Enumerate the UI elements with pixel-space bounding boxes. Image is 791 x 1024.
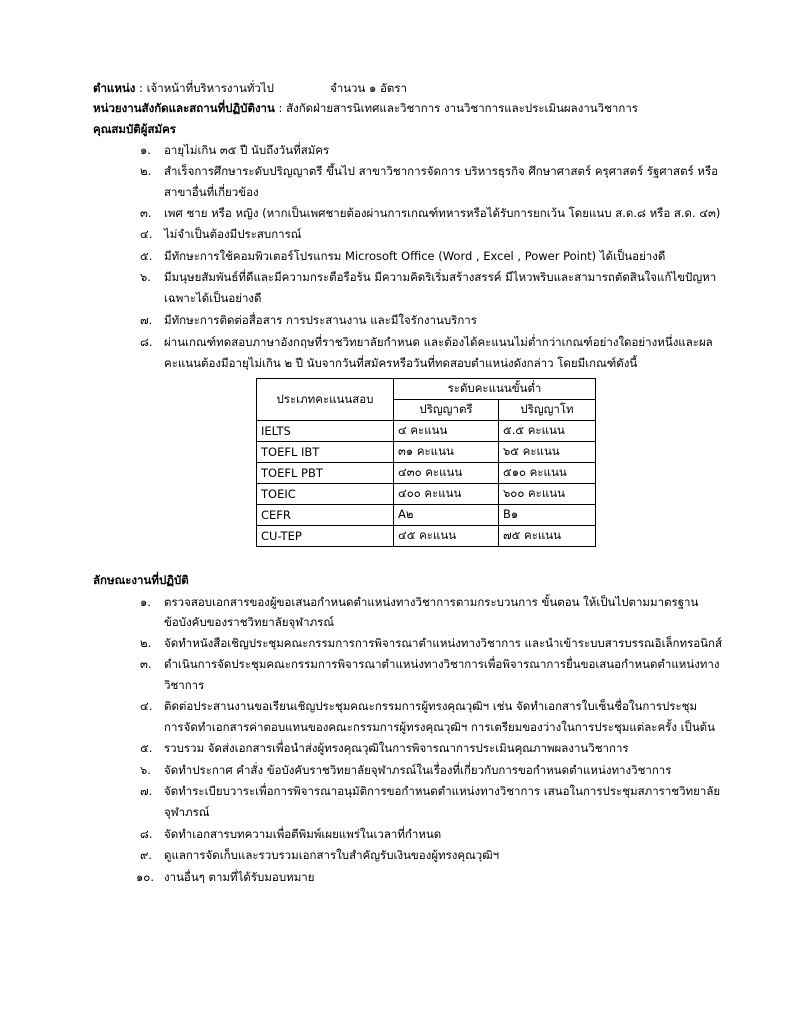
duty-text: ติดต่อประสานงานขอเรียนเชิญประชุมคณะกรรมการผู้ทรงคุณวุฒิฯ เช่น จัดทำเอกสารใบเซ็นชื่อในการประชุม xyxy=(164,699,698,713)
table-row xyxy=(257,463,596,484)
table-row xyxy=(257,526,596,547)
duties-heading: ลักษณะงานที่ปฏิบัติ xyxy=(93,573,189,587)
qual-text: มีมนุษยสัมพันธ์ที่ดีและมีความกระตือรือร้น มีความคิดริเริ่มสร้างสรรค์ มีไหวพริบและสามารถตัดสินใจแก้ไขปัญหา xyxy=(164,270,717,284)
col-bachelor: ปริญญาตรี xyxy=(394,400,499,421)
unit-value: : สังกัดฝ่ายสารนิเทศและวิชาการ งานวิชาการและประเมินผลงานวิชาการ xyxy=(278,101,638,115)
position-value: : เจ้าหน้าที่บริหารงานทั่วไป xyxy=(139,81,274,95)
duty-num: ๕. xyxy=(140,741,153,755)
qual-text: สำเร็จการศึกษาระดับปริญญาตรี ขึ้นไป สาขาวิชาการจัดการ บริหารธุรกิจ ศึกษาศาสตร์ ครุศาสตร์ รัฐศาสตร์ หรือ xyxy=(164,164,719,178)
qual-text: มีทักษะการใช้คอมพิวเตอร์โปรแกรม Microsoft Office (Word , Excel , Power Point) ได้เป็นอย่างดี xyxy=(164,249,666,263)
position-quota: จำนวน ๑ อัตรา xyxy=(330,81,407,95)
test-name: CU-TEP xyxy=(257,526,394,547)
table-row xyxy=(257,421,596,442)
test-name: TOEFL IBT xyxy=(257,442,394,463)
duty-num: ๑๐. xyxy=(136,870,154,884)
duty-num: ๒. xyxy=(140,636,152,650)
duty-text: จัดทำหนังสือเชิญประชุมคณะกรรมการการพิจารณาตำแหน่งทางวิชาการ และนำเข้าระบบสารบรรณอิเล็กทรอนิกส์ xyxy=(164,636,723,650)
duty-text: จัดทำเอกสารบทความเพื่อตีพิมพ์เผยแพร่ในเวลาที่กำหนด xyxy=(164,827,442,841)
qual-num: ๒. xyxy=(140,164,152,178)
duty-num: ๖. xyxy=(140,763,151,777)
bachelor-score: A๒ xyxy=(394,505,499,526)
duty-text: รวบรวม จัดส่งเอกสารเพื่อนำส่งผู้ทรงคุณวุฒิในการพิจารณาการประเมินคุณภาพผลงานวิชาการ xyxy=(164,741,629,755)
duty-num: ๙. xyxy=(140,848,153,862)
duty-num: ๔. xyxy=(140,699,153,713)
table-header-row xyxy=(257,379,596,400)
qual-num: ๗. xyxy=(140,313,153,327)
duty-text: ตรวจสอบเอกสารของผู้ขอเสนอกำหนดตำแหน่งทางวิชาการตามกระบวนการ ขั้นตอน ให้เป็นไปตามมาตรฐาน xyxy=(164,595,699,609)
bachelor-score: ๔๓๐ คะแนน xyxy=(394,463,499,484)
qualifications-heading: คุณสมบัติผู้สมัคร xyxy=(93,122,176,136)
duty-num: ๑. xyxy=(140,595,151,609)
test-name: CEFR xyxy=(257,505,394,526)
master-score: ๕๑๐ คะแนน xyxy=(499,463,596,484)
master-score: ๖๐๐ คะแนน xyxy=(499,484,596,505)
qual-num: ๑. xyxy=(140,143,151,157)
bachelor-score: ๔ คะแนน xyxy=(394,421,499,442)
table-row xyxy=(257,484,596,505)
qual-text: เพศ ชาย หรือ หญิง (หากเป็นเพศชายต้องผ่านการเกณฑ์ทหารหรือได้รับการยกเว้น โดยแนบ ส.ด.๘ หรือ ส.ด. ๔๓) xyxy=(164,206,721,220)
col-master: ปริญญาโท xyxy=(499,400,596,421)
score-table xyxy=(256,378,596,547)
position-label: ตำแหน่ง xyxy=(93,81,136,95)
duty-text: จุฬาภรณ์ xyxy=(164,805,210,819)
master-score: ๖๕ คะแนน xyxy=(499,442,596,463)
duty-text: ดูแลการจัดเก็บและรวบรวมเอกสารใบสำคัญรับเงินของผู้ทรงคุณวุฒิฯ xyxy=(164,848,500,862)
col-min-score: ระดับคะแนนขั้นต่ำ xyxy=(394,379,596,400)
test-name: TOEIC xyxy=(257,484,394,505)
duty-text: วิชาการ xyxy=(164,678,205,692)
table-row xyxy=(257,442,596,463)
master-score: ๕.๕ คะแนน xyxy=(499,421,596,442)
table-row xyxy=(257,505,596,526)
test-name: IELTS xyxy=(257,421,394,442)
position-row xyxy=(93,80,274,96)
qual-num: ๔. xyxy=(140,227,153,241)
qual-text: ผ่านเกณฑ์ทดสอบภาษาอังกฤษที่ราชวิทยาลัยกำหนด และต้องได้คะแนนไม่ต่ำกว่าเกณฑ์อย่างใดอย่างหนึ่งและผล xyxy=(164,335,713,349)
qual-text: ไม่จำเป็นต้องมีประสบการณ์ xyxy=(164,227,302,241)
duty-num: ๘. xyxy=(140,827,153,841)
duty-text: ดำเนินการจัดประชุมคณะกรรมการพิจารณาตำแหน่งทางวิชาการเพื่อพิจารณาการยื่นขอเสนอกำหนดตำแหน่งทาง xyxy=(164,657,720,671)
duty-text: การจัดทำเอกสารค่าตอบแทนของคณะกรรมการผู้ทรงคุณวุฒิฯ การเตรียมของว่างในการประชุมแต่ละครั้ง เป็นต้น xyxy=(164,720,716,734)
qual-num: ๘. xyxy=(140,335,153,349)
qual-text: คะแนนต้องมีอายุไม่เกิน ๒ ปี นับจากวันที่สมัครหรือวันที่ทดสอบตำแหน่งดังกล่าว โดยมีเกณฑ์ดังนี้ xyxy=(164,356,638,370)
master-score: ๗๕ คะแนน xyxy=(499,526,596,547)
duty-text: จัดทำระเบียบวาระเพื่อการพิจารณาอนุมัติการขอกำหนดตำแหน่งทางวิชาการ เสนอในการประชุมสภาราชวิทยาลัย xyxy=(164,784,721,798)
unit-row xyxy=(93,100,638,116)
bachelor-score: ๔๕ คะแนน xyxy=(394,526,499,547)
duty-text: ข้อบังคับของราชวิทยาลัยจุฬาภรณ์ xyxy=(164,615,335,629)
qual-num: ๕. xyxy=(140,249,153,263)
duty-num: ๗. xyxy=(140,784,153,798)
qual-text: สาขาอื่นที่เกี่ยวข้อง xyxy=(164,185,259,199)
unit-label: หน่วยงานสังกัดและสถานที่ปฏิบัติงาน xyxy=(93,101,275,115)
duty-num: ๓. xyxy=(140,657,152,671)
qual-num: ๖. xyxy=(140,270,151,284)
col-test-type: ประเภทคะแนนสอบ xyxy=(257,379,394,421)
duty-text: งานอื่นๆ ตามที่ได้รับมอบหมาย xyxy=(164,870,315,884)
qual-text: เฉพาะได้เป็นอย่างดี xyxy=(164,291,262,305)
test-name: TOEFL PBT xyxy=(257,463,394,484)
master-score: B๑ xyxy=(499,505,596,526)
qual-num: ๓. xyxy=(140,206,152,220)
bachelor-score: ๔๐๐ คะแนน xyxy=(394,484,499,505)
qual-text: มีทักษะการติดต่อสื่อสาร การประสานงาน และมีใจรักงานบริการ xyxy=(164,313,477,327)
duty-text: จัดทำประกาศ คำสั่ง ข้อบังคับราชวิทยาลัยจุฬาภรณ์ในเรื่องที่เกี่ยวกับการขอกำหนดตำแหน่งทางวิชาการ xyxy=(164,763,672,777)
bachelor-score: ๓๑ คะแนน xyxy=(394,442,499,463)
qual-text: อายุไม่เกิน ๓๕ ปี นับถึงวันที่สมัคร xyxy=(164,143,330,157)
